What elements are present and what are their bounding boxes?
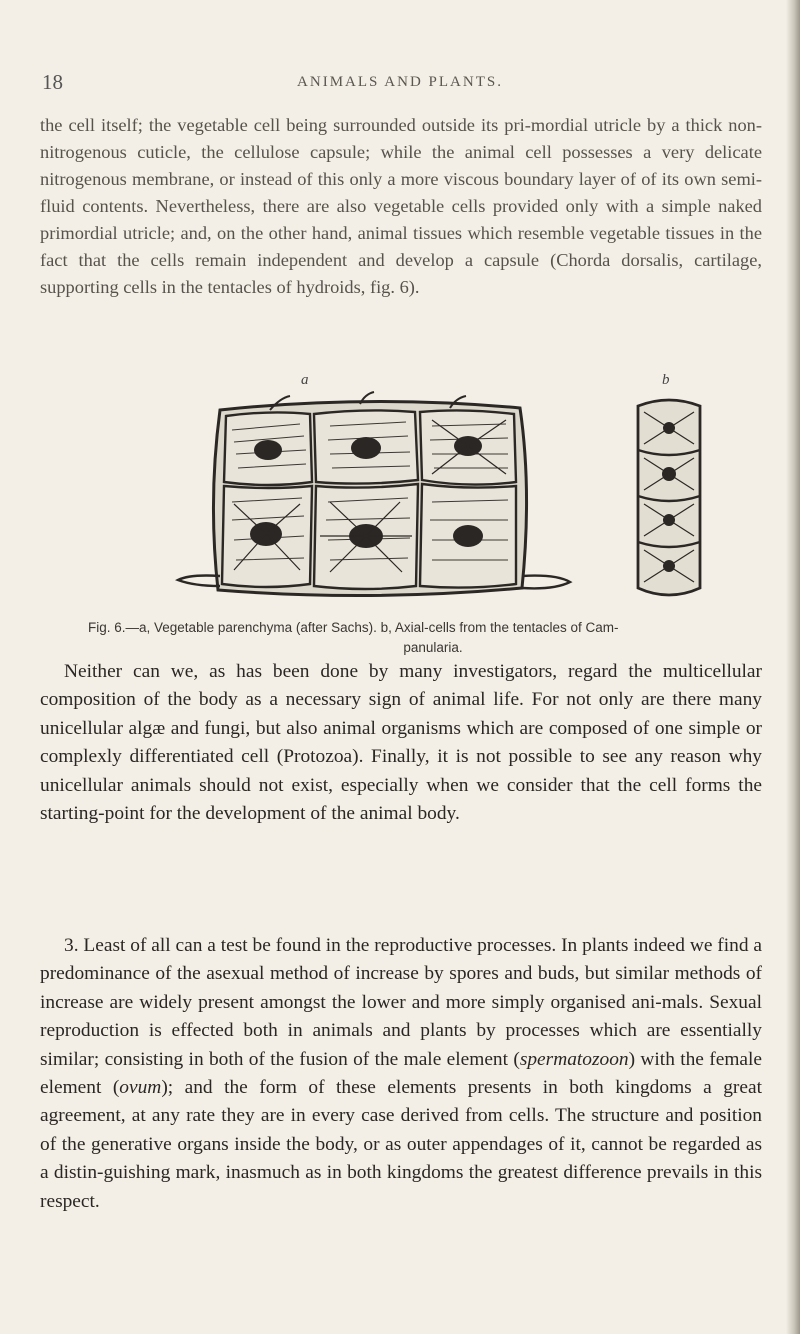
figure-caption-line-1: Fig. 6.—a, Vegetable parenchyma (after Sachs). b, Axial-cells from the tentacles of Cam- (88, 620, 619, 635)
axial-cells-illustration (630, 398, 708, 598)
figure-6 (160, 372, 780, 602)
figure-label-a: a (301, 372, 309, 388)
figure-caption-line-2: panularia. (403, 640, 463, 655)
vegetable-parenchyma-illustration (160, 390, 580, 602)
paragraph-3-part-3: ); and the form of these elements presents in both kingdoms a great agreement, at any rate they are in every case derived from cells. The structure and position of the generative organs inside the body, or as outer appendages of it, cannot be regarded as a distin-guishing mark, inasmuch as in both kingdoms the greatest difference prevails in this respect. (40, 1077, 762, 1212)
term-ovum: ovum (119, 1077, 162, 1099)
page-edge-shadow (786, 0, 800, 1334)
running-head (0, 70, 800, 98)
paragraph-2: Neither can we, as has been done by many investigators, regard the multicellular composition of the body as a necessary sign of animal life. For not only are there many unicellular algæ and fungi, but also animal organisms which are composed of one simple or complexly differentiated cell (Protozoa). Finally, it is not possible to see any reason why unicellular animals should not exist, especially when we consider that the cell forms the starting-point for the development of the animal body. (40, 661, 762, 825)
figure-caption (88, 618, 778, 658)
paragraph-3-part-2: ) with the female element ( (40, 1048, 762, 1099)
running-title: ANIMALS AND PLANTS. (297, 74, 503, 90)
paragraph-3-part-1: 3. Least of all can a test be found in the reproductive processes. In plants indeed we find a predominance of the asexual method of increase by spores and buds, but similar methods of increase are widely present amongst the lower and more simply organised ani-mals. Sexual reproduction is effected both in animals and plants by processes which are essentially similar; consisting in both of the fusion of the male element ( (40, 935, 762, 1070)
paragraph-1: the cell itself; the vegetable cell being surrounded outside its pri-mordial utricle by a thick non-nitrogenous cuticle, the cellulose capsule; while the animal cell possesses a very delicate nitrogenous membrane, or instead of this only a more viscous boundary layer of of its own semi-fluid contents. Nevertheless, there are also vegetable cells provided only with a simple naked primordial utricle; and, on the other hand, animal tissues which resemble vegetable tissues in the fact that the cells remain independent and develop a capsule (Chorda dorsalis, cartilage, supporting cells in the tentacles of hydroids, fig. 6). (40, 115, 762, 297)
term-spermatozoon: spermatozoon (519, 1048, 629, 1070)
paragraph-3 (40, 932, 762, 1216)
figure-label-b: b (662, 372, 670, 388)
page-number: 18 (42, 70, 63, 94)
